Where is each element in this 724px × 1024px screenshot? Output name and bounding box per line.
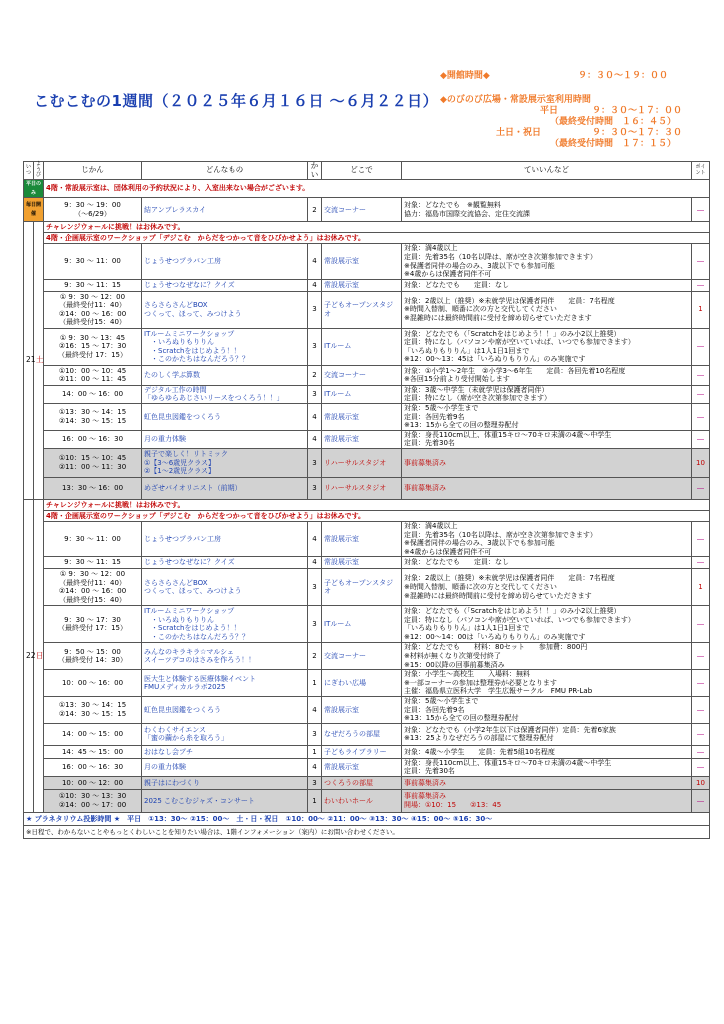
event-time: 10：00 ～ 16：00: [44, 670, 142, 697]
event-location: 常設展示室: [322, 557, 402, 569]
event-floor: 3: [308, 606, 322, 643]
event-details: 対象：5歳～小学生まで 定員：各回先着9名 ※13：15から全ての回の整理券配付: [402, 697, 692, 724]
event-name: じょうせつプラバン工房: [142, 521, 308, 556]
event-name: おはなし会プチ: [142, 745, 308, 758]
event-row: [24, 643, 710, 670]
event-floor: 3: [308, 385, 322, 403]
event-details: 対象：どなたでも 材料：80セット 参加費：800円 ※材料が無くなり次第受付終了 ※15：00以降の回事前募集済み: [402, 643, 692, 670]
day-weekday: 日: [34, 499, 44, 812]
event-details: 対象：身長110cm以上、体重15キロ～70キロ未満の4歳～中学生 定員：先着30名: [402, 758, 692, 776]
event-details: 事前募集済み: [402, 477, 692, 499]
event-location: つくろうの部屋: [322, 777, 402, 790]
event-name: めざせバイオリニスト（前期）: [142, 477, 308, 499]
event-name: みんなのキラキラ☆マルシェ スイーツデコのはさみを作ろう！！: [142, 643, 308, 670]
header-point: ポイント: [692, 162, 710, 180]
day-number: 21: [24, 222, 34, 500]
event-location: 常設展示室: [322, 430, 402, 448]
event-floor: 3: [308, 328, 322, 365]
closure-notice: 4階・企画展示室のワークショップ「デジこむ からだをつかって音をひびかせよう」はお休みです。: [44, 510, 710, 521]
event-name: さらさらさんどBOX つくって、ほって、みつけよう: [142, 569, 308, 606]
event-floor: 4: [308, 697, 322, 724]
event-floor: 1: [308, 670, 322, 697]
event-row: [24, 448, 710, 477]
event-location: 子どもオープンスタジオ: [322, 569, 402, 606]
event-floor: 4: [308, 557, 322, 569]
event-details: 対象：どなたでも（「Scratchをはじめよう！！」のみ小2以上推奨） 定員：特になし（パソコンや席が空いていれば、いつでも参加できます） 「いろぬりもりりん」は1人1日1回まで ※12：00～13：45は「いろぬりもりりん」のみ実施です: [402, 328, 692, 365]
event-name: 月の重力体験: [142, 758, 308, 776]
event-floor: 3: [308, 477, 322, 499]
event-row: [24, 697, 710, 724]
closure-notice: チャレンジウォールに挑戦！はお休みです。: [44, 499, 710, 510]
event-location: ITルーム: [322, 606, 402, 643]
event-point: ―: [692, 244, 710, 279]
weekday-only-tag: 平日のみ: [24, 180, 44, 198]
event-name: わくわくサイエンス 「蜜の繭から糸を取ろう」: [142, 723, 308, 745]
event-name: 結アンブレラスカイ: [142, 198, 308, 222]
event-row: [24, 385, 710, 403]
open-label: ◆開館時間◆: [440, 71, 490, 81]
event-details: 対象：3歳～中学生（未就学児は保護者同伴） 定員：特になし（席が空き次第参加できます）: [402, 385, 692, 403]
event-details: 対象：どなたでも ※観覧無料 協力：福島市国際交流協会、定住交流課: [402, 198, 692, 222]
event-details: 対象：どなたでも（「Scratchをはじめよう！！」のみ小2以上推奨） 定員：特になし（パソコンや席が空いていれば、いつでも参加できます） 「いろぬりもりりん」は1人1日1回まで ※12：00～14：00は「いろぬりもりりん」のみ実施です: [402, 606, 692, 643]
event-time: 9：30 ～ 11：00: [44, 244, 142, 279]
event-details: 対象：どなたでも 定員：なし: [402, 557, 692, 569]
event-time: 13：30 ～ 16：00: [44, 477, 142, 499]
event-location: 常設展示室: [322, 403, 402, 430]
event-point: ―: [692, 328, 710, 365]
event-floor: 4: [308, 430, 322, 448]
event-floor: 3: [308, 569, 322, 606]
event-time: 10：00 ～ 12：00: [44, 777, 142, 790]
event-time: 14：00 ～ 15：00: [44, 723, 142, 745]
weekday-label: 平日: [540, 106, 559, 116]
day-notice-row: [24, 499, 710, 510]
event-row: [24, 279, 710, 291]
event-time: 16：00 ～ 16：30: [44, 758, 142, 776]
event-floor: 2: [308, 365, 322, 385]
event-location: 交流コーナー: [322, 643, 402, 670]
event-name: さらさらさんどBOX つくって、ほって、みつけよう: [142, 291, 308, 328]
event-point: 1: [692, 291, 710, 328]
event-time: 14：45 ～ 15：00: [44, 745, 142, 758]
event-time: 14：00 ～ 16：00: [44, 385, 142, 403]
event-floor: 2: [308, 643, 322, 670]
header-desc: ていいんなど: [402, 162, 692, 180]
event-location: 子どもライブラリー: [322, 745, 402, 758]
event-floor: 4: [308, 521, 322, 556]
event-point: ―: [692, 365, 710, 385]
event-name: じょうせつなぜなに？クイズ: [142, 279, 308, 291]
event-row: [24, 758, 710, 776]
event-time: 9：30 ～ 11：15: [44, 557, 142, 569]
event-time: ①10：15 ～ 10：45 ②11：00 ～ 11：30: [44, 448, 142, 477]
event-point: ―: [692, 521, 710, 556]
event-row: [24, 557, 710, 569]
weekday-last: （最終受付時間 １６：４５）: [550, 117, 677, 127]
event-point: ―: [692, 279, 710, 291]
weekend-label: 土日・祝日: [496, 128, 542, 138]
event-point: ―: [692, 670, 710, 697]
event-row: [24, 365, 710, 385]
weekday-notice-row: [24, 180, 710, 198]
closure-notice: 4階・企画展示室のワークショップ「デジこむ からだをつかって音をひびかせよう」はお休みです。: [44, 233, 710, 244]
event-name: ITルームミニワークショップ ・いろぬりもりりん ・Scratchをはじめよう！！ ・このかたちはなんだろう？？: [142, 328, 308, 365]
event-location: 常設展示室: [322, 697, 402, 724]
event-point: ―: [692, 758, 710, 776]
event-point: ―: [692, 557, 710, 569]
weekend-last: （最終受付時間 １７：１５）: [550, 139, 677, 149]
event-name: 親子で楽しく！リトミック ①【3～6歳児クラス】 ②【1～2歳児クラス】: [142, 448, 308, 477]
event-details: 事前募集済み 開場：①10：15 ②13：45: [402, 790, 692, 813]
opening-hours: [440, 68, 710, 148]
event-name: 2025 こむこむジャズ・コンサート: [142, 790, 308, 813]
event-row: [24, 477, 710, 499]
weekday-time: ９：３０～１７：００: [592, 106, 683, 116]
event-location: 常設展示室: [322, 758, 402, 776]
weekend-time: ９：３０～１７：３０: [592, 128, 683, 138]
event-time: 9：30 ～ 19：00 （～6/29）: [44, 198, 142, 222]
event-row: [24, 723, 710, 745]
event-name: デジタル工作の時間 「ゆらゆらあじさいリースをつくろう！！」: [142, 385, 308, 403]
event-row: [24, 291, 710, 328]
event-point: ―: [692, 745, 710, 758]
page-title: こむこむの1週間（２０２５年６月１６日 ～６月２２日）: [34, 92, 439, 110]
event-location: 子どもオープンスタジオ: [322, 291, 402, 328]
event-point: ―: [692, 198, 710, 222]
event-point: ―: [692, 723, 710, 745]
event-row: [24, 521, 710, 556]
event-time: ①13：30 ～ 14：15 ②14：30 ～ 15：15: [44, 697, 142, 724]
day-weekday: 土: [34, 222, 44, 500]
event-location: リハーサルスタジオ: [322, 477, 402, 499]
event-point: ―: [692, 790, 710, 813]
event-floor: 4: [308, 758, 322, 776]
event-time: 9：30 ～ 11：15: [44, 279, 142, 291]
event-row: [24, 670, 710, 697]
open-time: ９：３０～１９：００: [578, 71, 669, 81]
event-row: [24, 403, 710, 430]
event-location: 交流コーナー: [322, 198, 402, 222]
event-row: [24, 790, 710, 813]
event-floor: 3: [308, 723, 322, 745]
header-row: [24, 162, 710, 180]
event-floor: 4: [308, 279, 322, 291]
event-location: わいわいホール: [322, 790, 402, 813]
event-name: 虹色昆虫図鑑をつくろう: [142, 403, 308, 430]
event-details: 対象：満4歳以上 定員：先着35名（10名以降は、席が空き次第参加できます） ※保護者同伴の場合のみ、3歳以下でも参加可能 ※4歳からは保護者同伴不可: [402, 244, 692, 279]
event-point: ―: [692, 403, 710, 430]
plaza-label: ◆のびのび広場・常設展示室利用時間: [440, 95, 591, 105]
event-time: 9：30 ～ 11：00: [44, 521, 142, 556]
event-details: 対象：どなたでも（小学2年生以下は保護者同伴）定員：先着6家族 ※13：25よりなぜだろうの部屋にて整理券配付: [402, 723, 692, 745]
event-location: 常設展示室: [322, 244, 402, 279]
event-details: 事前募集済み: [402, 448, 692, 477]
event-time: ① 9：30 ～ 12：00 （最終受付11：40） ②14：00 ～ 16：00 （最終受付15：40）: [44, 291, 142, 328]
event-time: ①13：30 ～ 14：15 ②14：30 ～ 15：15: [44, 403, 142, 430]
event-name: たのしく学ぶ算数: [142, 365, 308, 385]
daily-tag: 毎日開催: [24, 198, 44, 222]
event-row: [24, 777, 710, 790]
event-location: なぜだろうの部屋: [322, 723, 402, 745]
day-notice-row: [24, 233, 710, 244]
event-time: ① 9：30 ～ 13：45 ②16：15 ～ 17：30 （最終受付 17：15）: [44, 328, 142, 365]
event-point: ―: [692, 477, 710, 499]
event-details: 対象：①小学1～2年生 ②小学3～6年生 定員：各回先着10名程度 ※各回15分前より受付開始します: [402, 365, 692, 385]
event-row: [24, 328, 710, 365]
planetarium-row: [24, 813, 710, 826]
event-time: 16：00 ～ 16：30: [44, 430, 142, 448]
event-location: リハーサルスタジオ: [322, 448, 402, 477]
event-name: 親子はにわづくり: [142, 777, 308, 790]
event-name: 虹色昆虫図鑑をつくろう: [142, 697, 308, 724]
event-details: 対象：2歳以上（推奨）※未就学児は保護者同伴 定員：7名程度 ※時間入替制、順番に次の方と交代してください ※混雑時には最終時間前に受付を締め切らせていただきます: [402, 569, 692, 606]
event-point: ―: [692, 430, 710, 448]
header-time: じかん: [44, 162, 142, 180]
event-details: 対象：満4歳以上 定員：先着35名（10名以降は、席が空き次第参加できます） ※保護者同伴の場合のみ、3歳以下でも参加可能 ※4歳からは保護者同伴不可: [402, 521, 692, 556]
event-floor: 1: [308, 790, 322, 813]
event-details: 対象：5歳～小学生まで 定員：各回先着9名 ※13：15から全ての回の整理券配付: [402, 403, 692, 430]
footer-note: ※日程で、わからないことやもっとくわしいことを知りたい場合は、1階インフォメーション（案内）にお問い合わせください。: [24, 826, 710, 839]
weekday-notice-text: 4階・常設展示室は、団体利用の予約状況により、入室出来ない場合がございます。: [44, 180, 710, 198]
day-notice-row: [24, 222, 710, 233]
closure-notice: チャレンジウォールに挑戦！はお休みです。: [44, 222, 710, 233]
header-where: どこで: [322, 162, 402, 180]
event-location: 常設展示室: [322, 279, 402, 291]
daily-row: [24, 198, 710, 222]
event-details: 事前募集済み: [402, 777, 692, 790]
planetarium-times: ★ プラネタリウム投影時間 ★ 平日 ①13：30～ ②15：00～ 土・日・祝日 ①10：00～ ②11：00～ ③13：30～ ④15：00～ ⑤16：30～: [24, 813, 710, 826]
event-location: ITルーム: [322, 385, 402, 403]
event-details: 対象：4歳～小学生 定員：先着5組10名程度: [402, 745, 692, 758]
event-row: [24, 244, 710, 279]
event-name: じょうせつなぜなに？クイズ: [142, 557, 308, 569]
event-point: ―: [692, 385, 710, 403]
header-week: ようび: [34, 162, 44, 180]
day-number: 22: [24, 499, 34, 812]
header-floor: かい: [308, 162, 322, 180]
event-floor: 2: [308, 198, 322, 222]
event-row: [24, 745, 710, 758]
event-floor: 1: [308, 745, 322, 758]
event-point: ―: [692, 643, 710, 670]
event-floor: 3: [308, 291, 322, 328]
event-floor: 4: [308, 244, 322, 279]
event-floor: 3: [308, 777, 322, 790]
event-point: 10: [692, 777, 710, 790]
event-point: ―: [692, 606, 710, 643]
footer-row: [24, 826, 710, 839]
event-details: 対象：小学生～高校生 入場料：無料 ※一部コーナーの参加は整理券が必要となります 主催：福島県立医科大学 学生広報サークル FMU PR-Lab: [402, 670, 692, 697]
event-floor: 4: [308, 403, 322, 430]
event-location: ITルーム: [322, 328, 402, 365]
event-point: 10: [692, 448, 710, 477]
event-location: 交流コーナー: [322, 365, 402, 385]
event-name: 月の重力体験: [142, 430, 308, 448]
event-row: [24, 606, 710, 643]
event-name: 医大生と体験する医療体験イベント FMUメディカルラボ2025: [142, 670, 308, 697]
event-time: ① 9：30 ～ 12：00 （最終受付11：40） ②14：00 ～ 16：00 （最終受付15：40）: [44, 569, 142, 606]
event-time: 9：50 ～ 15：00 （最終受付 14：30）: [44, 643, 142, 670]
event-location: 常設展示室: [322, 521, 402, 556]
event-details: 対象：どなたでも 定員：なし: [402, 279, 692, 291]
event-point: ―: [692, 697, 710, 724]
header-when: いつ: [24, 162, 34, 180]
event-point: 1: [692, 569, 710, 606]
header-what: どんなもの: [142, 162, 308, 180]
event-location: にぎわい広場: [322, 670, 402, 697]
event-time: ①10：30 ～ 13：30 ②14：00 ～ 17：00: [44, 790, 142, 813]
event-time: 9：30 ～ 17：30 （最終受付 17：15）: [44, 606, 142, 643]
event-details: 対象：2歳以上（推奨）※未就学児は保護者同伴 定員：7名程度 ※時間入替制、順番に次の方と交代してください ※混雑時には最終時間前に受付を締め切らせていただきます: [402, 291, 692, 328]
event-name: ITルームミニワークショップ ・いろぬりもりりん ・Scratchをはじめよう！！ ・このかたちはなんだろう？？: [142, 606, 308, 643]
event-floor: 3: [308, 448, 322, 477]
event-name: じょうせつプラバン工房: [142, 244, 308, 279]
event-details: 対象：身長110cm以上、体重15キロ～70キロ未満の4歳～中学生 定員：先着30名: [402, 430, 692, 448]
schedule-table: [23, 161, 710, 839]
event-time: ①10：00 ～ 10：45 ②11：00 ～ 11：45: [44, 365, 142, 385]
event-row: [24, 569, 710, 606]
day-notice-row: [24, 510, 710, 521]
event-row: [24, 430, 710, 448]
